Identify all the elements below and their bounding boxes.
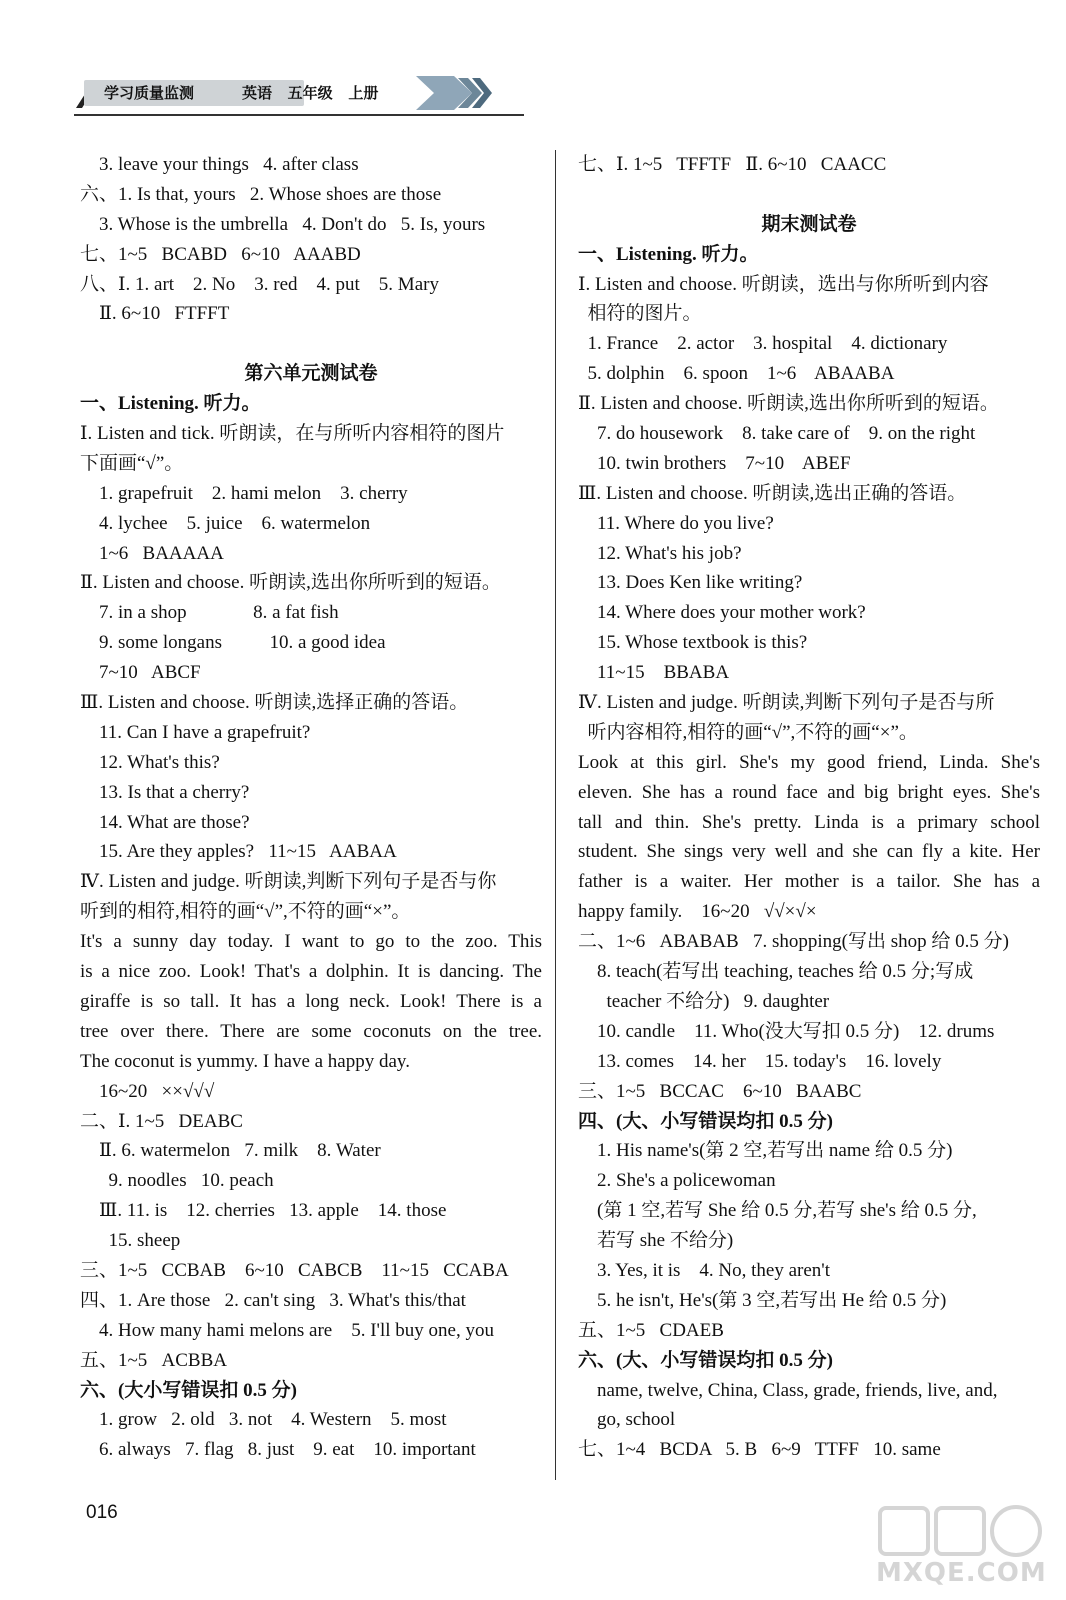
header-rule: [74, 114, 524, 116]
answer-line: 1~6 BAAAAA: [80, 542, 224, 564]
answer-line: 14. Where does your mother work?: [578, 602, 866, 624]
section-heading: 一、Listening. 听力。: [80, 393, 261, 415]
passage-line: Look at this girl. She's my good friend, Linda. She's: [578, 751, 1040, 773]
answer-line: Ⅲ. Listen and choose. 听朗读,选择正确的答语。: [80, 692, 469, 714]
passage-line: happy family. 16~20 √√×√×: [578, 901, 817, 923]
spacer: [578, 180, 1040, 210]
answer-line: 五、1~5 CDAEB: [578, 1319, 724, 1341]
section-heading: 六、(大小写错误扣 0.5 分): [80, 1379, 297, 1401]
answer-line: 15. Are they apples? 11~15 AABAA: [80, 841, 397, 863]
left-column: [80, 150, 542, 1465]
answer-line: 1. grapefruit 2. hami melon 3. cherry: [80, 482, 408, 504]
section-heading: 四、(大、小写错误均扣 0.5 分): [578, 1110, 833, 1132]
answer-line: Ⅲ. 11. is 12. cherries 13. apple 14. those: [80, 1200, 447, 1222]
answer-line: 4. How many hami melons are 5. I'll buy one, you: [80, 1319, 494, 1341]
answer-line: 二、Ⅰ. 1~5 DEABC: [80, 1110, 243, 1132]
column-divider: [555, 150, 556, 1480]
answer-line: 3. leave your things 4. after class: [80, 154, 359, 175]
answer-line: 9. some longans 10. a good idea: [80, 632, 386, 654]
passage-line: The coconut is yummy. I have a happy day.: [80, 1050, 410, 1072]
watermark-seal-icon: [876, 1500, 1056, 1560]
answer-line: 4. lychee 5. juice 6. watermelon: [80, 512, 371, 534]
answer-line: (第 1 空,若写 She 给 0.5 分,若写 she's 给 0.5 分,: [578, 1200, 977, 1222]
spacer: [80, 329, 542, 359]
answer-line: Ⅰ. Listen and choose. 听朗读，选出与你所听到内容: [578, 273, 989, 295]
answer-line: 10. candle 11. Who(没大写扣 0.5 分) 12. drums: [578, 1020, 995, 1042]
passage-line: eleven. She has a round face and big bright eyes. She's: [578, 781, 1040, 803]
answer-line: 15. sheep: [80, 1230, 181, 1252]
answer-line: 15. Whose textbook is this?: [578, 632, 808, 654]
answer-line: Ⅳ. Listen and judge. 听朗读,判断下列句子是否与你: [80, 871, 497, 893]
answer-line: teacher 不给分) 9. daughter: [578, 990, 830, 1012]
answer-line: 七、1~4 BCDA 5. B 6~9 TTFF 10. same: [578, 1439, 941, 1461]
answer-line: 14. What are those?: [80, 811, 250, 833]
passage-line: father is a waiter. Her mother is a tailor. She has a: [578, 871, 1040, 893]
answer-line: 3. Whose is the umbrella 4. Don't do 5. Is, yours: [80, 213, 486, 235]
answer-line: Ⅱ. Listen and choose. 听朗读,选出你所听到的短语。: [578, 393, 999, 415]
answer-line: 七、Ⅰ. 1~5 TFFTF Ⅱ. 6~10 CAACC: [578, 154, 887, 175]
answer-line: Ⅱ. 6~10 FTFFT: [80, 303, 230, 325]
right-column: [578, 150, 1040, 1465]
answer-line: 听内容相符,相符的画“√”,不符的画“×”。: [578, 721, 918, 743]
answer-line: 下面画“√”。: [80, 452, 184, 474]
answer-line: Ⅱ. Listen and choose. 听朗读,选出你所听到的短语。: [80, 572, 501, 594]
answer-line: 11~15 BBABA: [578, 662, 730, 684]
answer-line: 相符的图片。: [578, 303, 702, 325]
passage-line: student. She sings very well and she can fly a kite. Her: [578, 841, 1040, 863]
answer-line: 若写 she 不给分): [578, 1230, 734, 1252]
answer-line: Ⅰ. Listen and tick. 听朗读，在与所听内容相符的图片: [80, 423, 505, 445]
answer-line: 七、1~5 BCABD 6~10 AAABD: [80, 243, 361, 265]
page-number: 016: [86, 1502, 118, 1523]
answer-line: 6. always 7. flag 8. just 9. eat 10. important: [80, 1439, 476, 1461]
answer-line: 11. Where do you live?: [578, 512, 774, 534]
answer-line: 3. Yes, it is 4. No, they aren't: [578, 1259, 831, 1281]
answer-line: go, school: [578, 1409, 676, 1431]
passage-line: is a nice zoo. Look! That's a dolphin. It is dancing. The: [80, 961, 542, 983]
answer-line: 12. What's this?: [80, 751, 220, 773]
answer-line: 7. do housework 8. take care of 9. on the right: [578, 423, 976, 445]
watermark-logo: [876, 1500, 1056, 1595]
answer-line: 五、1~5 ACBBA: [80, 1349, 227, 1371]
answer-line: Ⅲ. Listen and choose. 听朗读,选出正确的答语。: [578, 482, 967, 504]
answer-line: 10. twin brothers 7~10 ABEF: [578, 452, 851, 474]
answer-line: 5. dolphin 6. spoon 1~6 ABAABA: [578, 363, 895, 385]
answer-line: 5. he isn't, He's(第 3 空,若写出 He 给 0.5 分): [578, 1289, 947, 1311]
section-title: 第六单元测试卷: [244, 363, 378, 385]
answer-line: 8. teach(若写出 teaching, teaches 给 0.5 分;写成: [578, 961, 974, 983]
answer-line: 7. in a shop 8. a fat fish: [80, 602, 339, 624]
answer-line: 三、1~5 CCBAB 6~10 CABCB 11~15 CCABA: [80, 1259, 509, 1281]
passage-line: tree over there. There are some coconuts on the tree.: [80, 1020, 542, 1042]
answer-line: 7~10 ABCF: [80, 662, 201, 684]
answer-line: 9. noodles 10. peach: [80, 1170, 274, 1192]
answer-line: 11. Can I have a grapefruit?: [80, 721, 311, 743]
answer-line: 12. What's his job?: [578, 542, 742, 564]
answer-line: 听到的相符,相符的画“√”,不符的画“×”。: [80, 901, 411, 923]
double-chevron-icon: [414, 74, 494, 112]
answer-line: 13. comes 14. her 15. today's 16. lovely: [578, 1050, 942, 1072]
passage-line: tall and thin. She's pretty. Linda is a primary school: [578, 811, 1040, 833]
answer-line: 六、1. Is that, yours 2. Whose shoes are those: [80, 183, 442, 205]
section-heading: 一、Listening. 听力。: [578, 243, 759, 265]
answer-line: 1. grow 2. old 3. not 4. Western 5. most: [80, 1409, 447, 1431]
answer-line: 1. France 2. actor 3. hospital 4. dictionary: [578, 333, 948, 355]
answer-line: 1. His name's(第 2 空,若写出 name 给 0.5 分): [578, 1140, 953, 1162]
answer-line: 三、1~5 BCCAC 6~10 BAABC: [578, 1080, 862, 1102]
answer-line: Ⅳ. Listen and judge. 听朗读,判断下列句子是否与所: [578, 692, 995, 714]
answer-line: 二、1~6 ABABAB 7. shopping(写出 shop 给 0.5 分): [578, 931, 1009, 953]
page-header: [74, 72, 504, 112]
answer-line: 四、1. Are those 2. can't sing 3. What's this/that: [80, 1289, 466, 1311]
answer-line: Ⅱ. 6. watermelon 7. milk 8. Water: [80, 1140, 381, 1162]
passage-line: giraffe is so tall. It has a long neck. Look! There is a: [80, 990, 542, 1012]
answer-line: 13. Does Ken like writing?: [578, 572, 803, 594]
book-title: 学习质量监测: [104, 84, 195, 102]
passage-line: It's a sunny day today. I want to go to the zoo. This: [80, 931, 542, 953]
section-heading: 六、(大、小写错误均扣 0.5 分): [578, 1349, 833, 1371]
answer-line: 2. She's a policewoman: [578, 1170, 776, 1192]
answer-line: name, twelve, China, Class, grade, friends, live, and,: [578, 1379, 998, 1401]
book-subject: 英语 五年级 上册: [242, 84, 379, 102]
watermark-text: MXQE.COM: [876, 1558, 1047, 1588]
answer-line: 13. Is that a cherry?: [80, 781, 250, 803]
section-title: 期末测试卷: [761, 213, 857, 235]
answer-line: 八、Ⅰ. 1. art 2. No 3. red 4. put 5. Mary: [80, 273, 439, 295]
answer-line: 16~20 ××√√√: [80, 1080, 215, 1102]
